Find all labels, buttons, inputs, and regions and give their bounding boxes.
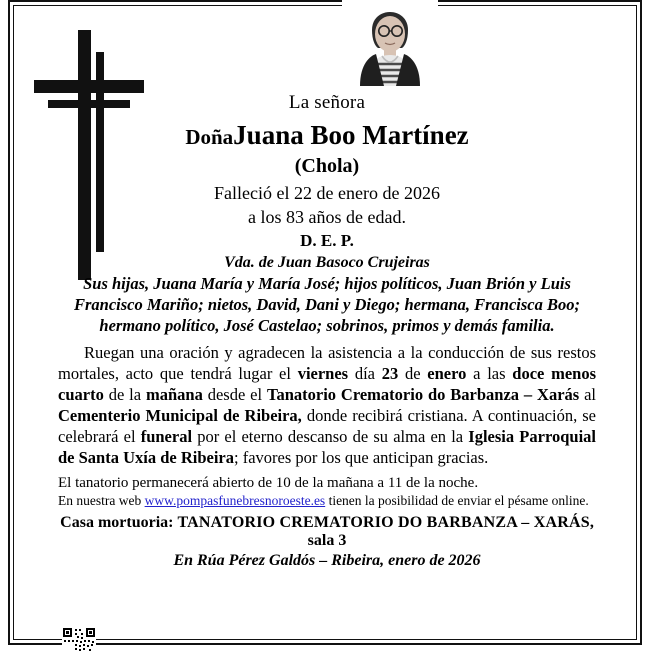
deceased-name-line — [58, 120, 596, 151]
opening-hours: El tanatorio permanecerá abierto de 10 de la mañana a 11 de la noche. — [58, 475, 479, 492]
mortuary-value: TANATORIO CREMATORIO DO BARBANZA – XARÁS — [177, 514, 590, 532]
website-suffix: tienen la posibilidad de enviar el pésame online. — [325, 493, 589, 509]
death-date: Falleció el 22 de enero de 2026 — [214, 183, 440, 203]
portrait-photo — [342, 0, 438, 86]
deceased-name: Juana Boo Martínez — [233, 120, 469, 150]
address-line: En Rúa Pérez Galdós – Ribeira, enero de 2026 — [173, 552, 481, 570]
rest-in-peace: D. E. P. — [300, 231, 354, 250]
qr-code — [62, 627, 96, 651]
mortuary-room: , sala 3 — [307, 514, 594, 550]
mortuary-line — [58, 514, 596, 550]
mortuary-label: Casa mortuoria: — [60, 514, 174, 532]
widow-of: Vda. de Juan Basoco Crujeiras — [224, 254, 430, 271]
website-note — [58, 493, 596, 509]
funeral-details-paragraph: Ruegan una oración y agradecen la asistencia a la conducción de sus restos mortales, acto que tendrá lugar el viernes día 23 de enero a las doce menos cuarto de la mañana desde el Tanatorio Crematorio do Barbanza – Xarás al Cementerio Municipal de Ribeira, donde recibirá cristiana. A continuación, se celebrará el funeral por el eterno descanso de su alma en la Iglesia Parroquial de Santa Uxía de Ribeira; favores por los que anticipan gracias. — [58, 343, 596, 468]
website-link[interactable]: www.pompasfunebresnoroeste.es — [144, 493, 326, 509]
deceased-alias: (Chola) — [294, 155, 360, 177]
salutation: La señora — [288, 92, 366, 113]
age-line: a los 83 años de edad. — [248, 207, 406, 227]
obituary-text — [58, 92, 596, 570]
family-list: Sus hijas, Juana María y María José; hijos políticos, Juan Brión y Luis Francisco Mariño; nietos, David, Dani y Diego; hermana, Francisca Boo; hermano político, José Castelao; sobrinos, primos y demás familia. — [73, 274, 581, 335]
website-prefix: En nuestra web — [58, 493, 145, 509]
honorific: Doña — [185, 125, 234, 149]
